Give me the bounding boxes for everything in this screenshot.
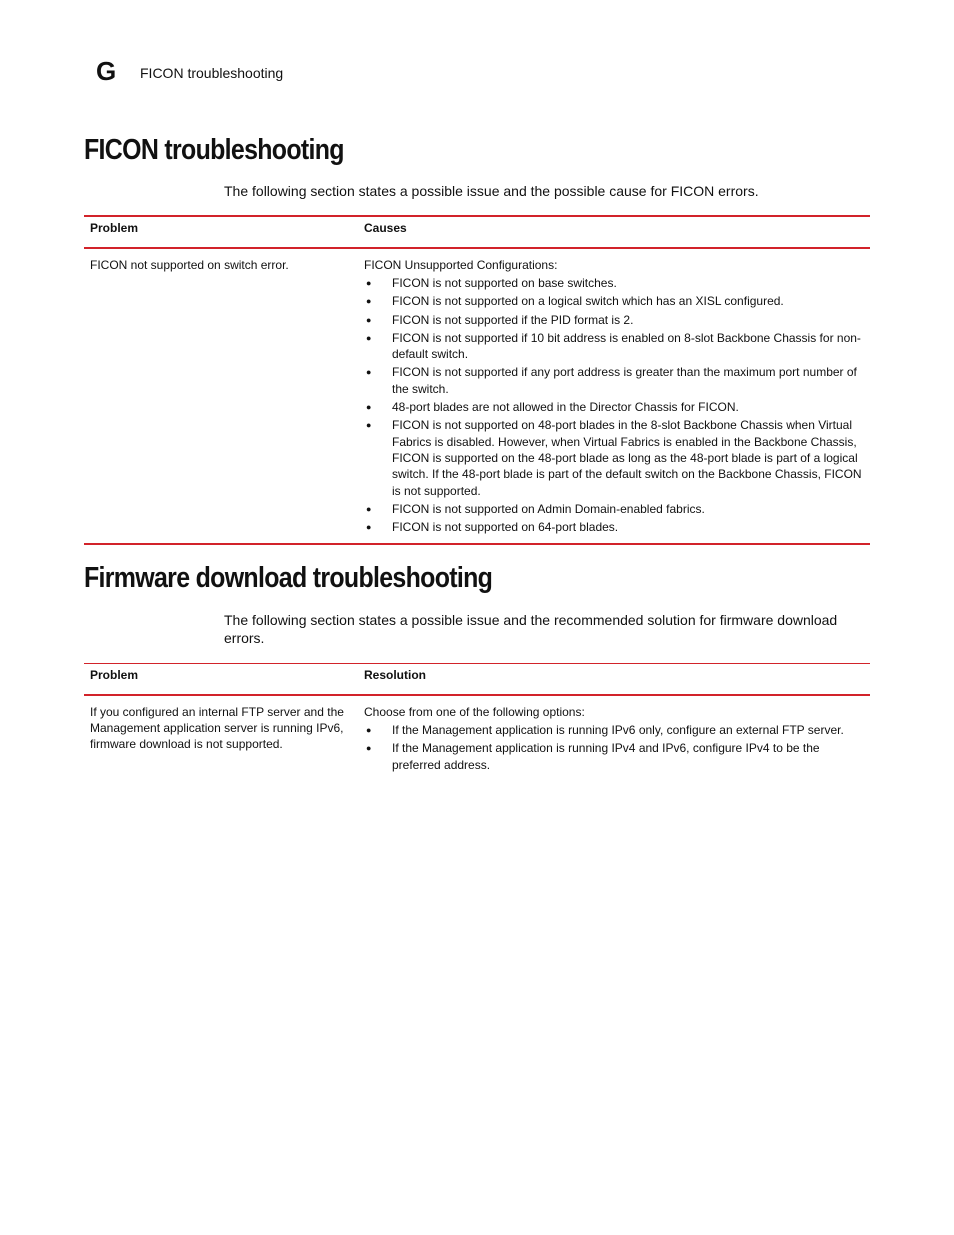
header-resolution: Resolution	[364, 668, 426, 682]
list-item: ● FICON is not supported on 64-port blades.	[364, 519, 864, 535]
appendix-letter: G	[96, 56, 117, 86]
ficon-section-title: FICON troubleshooting	[84, 134, 344, 166]
list-item: ● FICON is not supported on 48-port blades in the 8-slot Backbone Chassis when Virtual Fabrics is disabled. However, when Virtual Fabrics is enabled in the Backbone Chassis, FICON is supported on the 48-port blade as long as the 48-port blade is part of a logical switch. If the 48-port blade is part of the default switch on the Backbone Chassis, FICON is not supported.	[364, 417, 864, 498]
list-item: ● FICON is not supported if 10 bit address is enabled on 8-slot Backbone Chassis for non-default switch.	[364, 330, 864, 363]
resolution-cell	[358, 695, 870, 775]
ficon-table	[84, 215, 870, 545]
list-item: ● FICON is not supported on a logical switch which has an XISL configured.	[364, 293, 864, 309]
running-title: FICON troubleshooting	[140, 65, 284, 81]
table-row	[84, 248, 870, 544]
list-item: ● FICON is not supported on Admin Domain-enabled fabrics.	[364, 501, 864, 517]
resolution-intro: Choose from one of the following options:	[364, 705, 585, 719]
table-header-row	[84, 664, 870, 696]
firmware-table	[84, 663, 870, 775]
ficon-intro: The following section states a possible issue and the possible cause for FICON errors.	[224, 183, 759, 199]
problem-cell: FICON not supported on switch error.	[90, 258, 289, 272]
firmware-section-title: Firmware download troubleshooting	[84, 562, 493, 594]
list-item: ● FICON is not supported if the PID format is 2.	[364, 312, 864, 328]
table-header-row	[84, 216, 870, 248]
causes-list	[364, 275, 864, 535]
list-item: ● If the Management application is running IPv4 and IPv6, configure IPv4 to be the preferred address.	[364, 740, 864, 773]
table-row	[84, 695, 870, 775]
causes-intro: FICON Unsupported Configurations:	[364, 258, 558, 272]
firmware-intro: The following section states a possible issue and the recommended solution for firmware download errors.	[224, 612, 838, 646]
list-item: ● 48-port blades are not allowed in the Director Chassis for FICON.	[364, 399, 864, 415]
causes-cell	[358, 248, 870, 544]
header-problem: Problem	[90, 221, 139, 235]
header-problem: Problem	[90, 668, 139, 682]
list-item: ● FICON is not supported on base switches.	[364, 275, 864, 291]
list-item: ● FICON is not supported if any port address is greater than the maximum port number of the switch.	[364, 364, 864, 397]
resolution-list	[364, 722, 864, 773]
list-item: ● If the Management application is running IPv6 only, configure an external FTP server.	[364, 722, 864, 738]
header-causes: Causes	[364, 221, 407, 235]
problem-cell: If you configured an internal FTP server and the Management application server is running IPv6, firmware download is not supported.	[90, 705, 344, 751]
